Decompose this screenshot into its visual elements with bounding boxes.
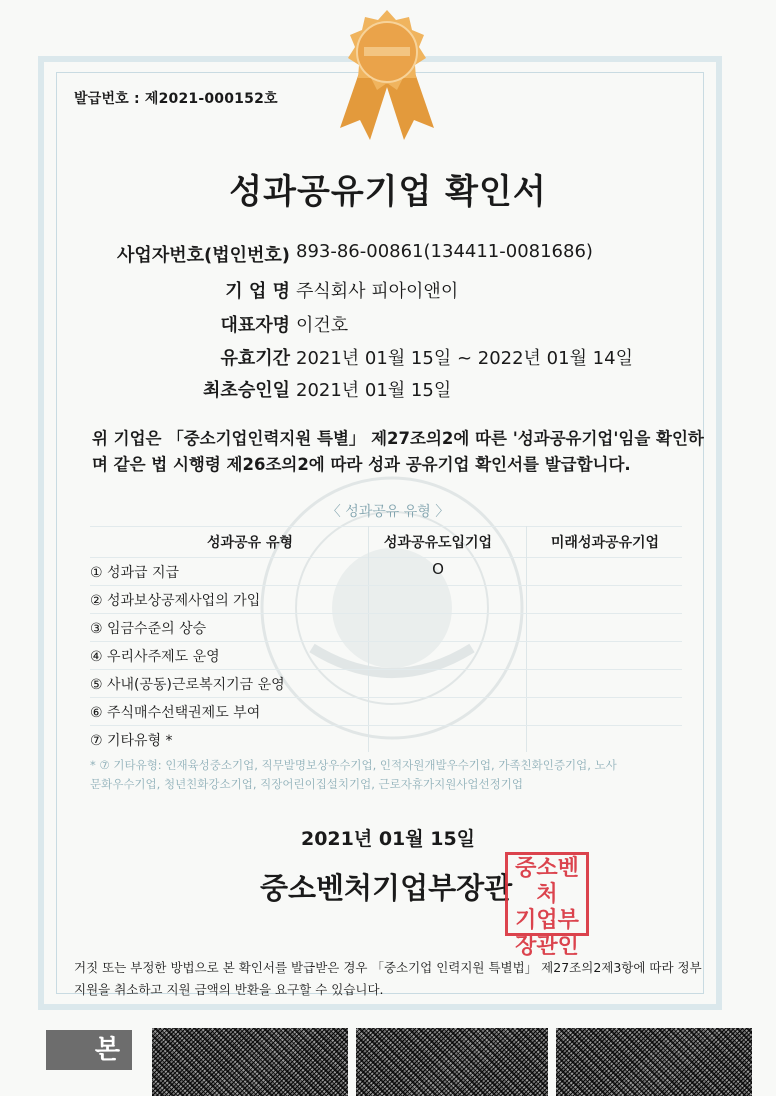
table-row: [90, 669, 682, 697]
statement-line: 위 기업은 「중소기업인력지원 특별」 제27조의2에 따른 '성과공유기업'임을 확인하: [92, 429, 704, 448]
header-future: 미래성과공유기업: [550, 535, 660, 551]
table-row: [90, 585, 682, 613]
table-header: [90, 526, 682, 558]
row-type: ⑦ 기타유형 *: [90, 733, 173, 749]
info-value: 2021년 01월 15일: [296, 380, 452, 401]
issue-number-value: 제2021-000152호: [144, 91, 278, 107]
table-row: [90, 641, 682, 669]
security-pattern: [556, 1028, 752, 1096]
issue-date: 2021년 01월 15일: [300, 828, 476, 850]
footnote-line: 문화우수기업, 청년친화강소기업, 직장어린이집설치기업, 근로자휴가지원사업선정기업: [90, 777, 523, 791]
info-value: 이건호: [296, 315, 349, 336]
table-row: [90, 557, 682, 585]
issue-number: [74, 88, 278, 108]
security-pattern: [152, 1028, 348, 1096]
warning-line: 지원을 취소하고 지원 금액의 반환을 요구할 수 있습니다.: [74, 982, 384, 997]
footnote-line: * ⑦ 기타유형: 인재육성중소기업, 직무발명보상우수기업, 인적자원개발우수기업, 가족친화인증기업, 노사: [90, 758, 617, 772]
info-label: 최초승인일: [203, 380, 290, 401]
section-title: 〈 성과공유 유형 〉: [326, 504, 450, 520]
legal-warning: [74, 957, 714, 1001]
info-value: 893-86-00861(134411-0081686): [296, 241, 593, 262]
table-row: [90, 725, 682, 753]
table-row: [90, 697, 682, 725]
header-adopted: 성과공유도입기업: [383, 535, 493, 551]
row-adopted: O: [432, 560, 444, 578]
info-label: 기 업 명: [225, 281, 290, 302]
row-type: ⑤ 사내(공동)근로복지기금 운영: [90, 677, 285, 693]
security-pattern: [356, 1028, 548, 1096]
stamp-line: 기업부: [515, 908, 579, 933]
stamp-line: 중소벤처: [515, 856, 579, 907]
footnote: [90, 756, 690, 794]
row-type: ④ 우리사주제도 운영: [90, 649, 220, 665]
info-label: 유효기간: [220, 348, 290, 369]
row-type: ② 성과보상공제사업의 가입: [90, 593, 261, 609]
original-mark: 본: [46, 1030, 132, 1070]
issuer-name: 중소벤처기업부장관: [260, 871, 513, 905]
confirmation-statement: [92, 426, 704, 478]
gold-medal-icon: [312, 0, 462, 150]
info-label: 대표자명: [220, 315, 290, 336]
info-value: 2021년 01월 15일 ~ 2022년 01월 14일: [296, 348, 633, 369]
header-type: 성과공유 유형: [206, 535, 294, 551]
document-title: 성과공유기업 확인서: [229, 172, 547, 212]
warning-line: 거짓 또는 부정한 방법으로 본 확인서를 발급받은 경우 「중소기업 인력지원 특별법」 제27조의2제3항에 따라 정부: [74, 960, 702, 975]
row-type: ① 성과급 지급: [90, 565, 180, 581]
info-label: 사업자번호(법인번호): [117, 245, 290, 266]
info-value: 주식회사 피아이앤이: [296, 281, 459, 302]
row-type: ⑥ 주식매수선택권제도 부여: [90, 705, 261, 721]
official-stamp: [505, 852, 589, 959]
stamp-line: 장관인: [515, 934, 579, 959]
issue-number-label: 발급번호 :: [74, 91, 140, 107]
statement-line: 며 같은 법 시행령 제26조의2에 따라 성과 공유기업 확인서를 발급합니다.: [92, 455, 631, 474]
table-row: [90, 613, 682, 641]
row-type: ③ 임금수준의 상승: [90, 621, 207, 637]
